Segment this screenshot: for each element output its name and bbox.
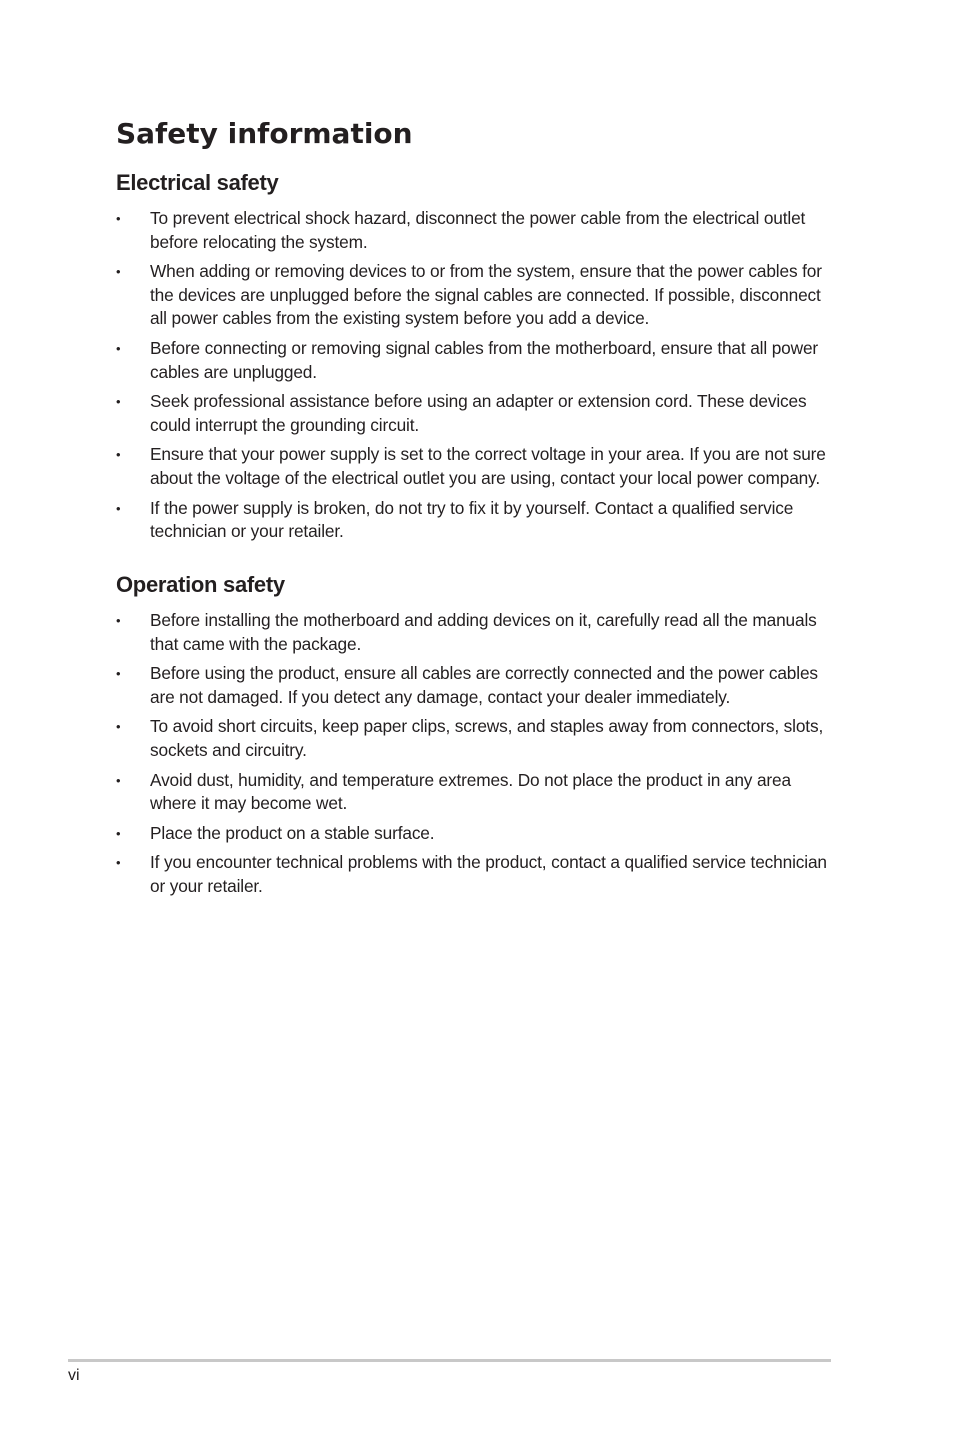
list-item bbox=[116, 337, 836, 384]
list-item bbox=[116, 715, 836, 762]
list-item bbox=[116, 609, 836, 656]
list-item-text: Place the product on a stable surface. bbox=[150, 822, 435, 843]
bullet-icon: • bbox=[116, 211, 121, 226]
bullet-icon: • bbox=[116, 613, 121, 628]
operation-safety-list bbox=[116, 609, 836, 899]
bullet-icon: • bbox=[116, 825, 121, 841]
list-item bbox=[116, 497, 836, 544]
page-number: vi bbox=[68, 1367, 80, 1384]
electrical-safety-list bbox=[116, 207, 836, 544]
bullet-icon: • bbox=[116, 772, 121, 788]
list-item-text: Before connecting or removing signal cables from the motherboard, ensure that all power cables are unplugged. bbox=[150, 337, 819, 382]
operation-safety-section bbox=[116, 570, 836, 905]
list-item bbox=[116, 822, 836, 846]
list-item-text: To avoid short circuits, keep paper clips, screws, and staples away from connectors, slots, sockets and circuitry. bbox=[150, 716, 824, 760]
bullet-icon: • bbox=[116, 855, 121, 871]
bullet-icon: • bbox=[116, 500, 121, 516]
electrical-safety-heading: Electrical safety bbox=[116, 170, 279, 195]
electrical-safety-section bbox=[116, 168, 836, 550]
list-item-text: Before using the product, ensure all cables are correctly connected and the power cables are not damaged. If you detect any damage, contact your dealer immediately. bbox=[150, 663, 818, 707]
list-item bbox=[116, 769, 836, 816]
list-item-text: If the power supply is broken, do not try to fix it by yourself. Contact a qualified service technician or your retailer. bbox=[150, 497, 794, 542]
page-title: Safety information bbox=[116, 117, 413, 150]
bullet-icon: • bbox=[116, 447, 121, 463]
list-item-text: If you encounter technical problems with the product, contact a qualified service technician or your retailer. bbox=[150, 852, 827, 896]
list-item-text: To prevent electrical shock hazard, disconnect the power cable from the electrical outlet before relocating the system. bbox=[150, 208, 806, 252]
list-item bbox=[116, 662, 836, 709]
bullet-icon: • bbox=[116, 666, 121, 682]
list-item-text: Before installing the motherboard and adding devices on it, carefully read all the manuals that came with the package. bbox=[150, 610, 817, 654]
bullet-icon: • bbox=[116, 394, 121, 410]
list-item bbox=[116, 851, 836, 898]
bullet-icon: • bbox=[116, 719, 121, 735]
footer-divider bbox=[68, 1359, 831, 1362]
list-item-text: Seek professional assistance before using an adapter or extension cord. These devices could interrupt the grounding circuit. bbox=[150, 391, 807, 435]
bullet-icon: • bbox=[116, 340, 121, 356]
list-item-text: When adding or removing devices to or from the system, ensure that the power cables for the devices are unplugged before the signal cables are connected. If possible, disconnect all power cables from the existing system before you add a device. bbox=[150, 261, 822, 329]
list-item bbox=[116, 390, 836, 437]
list-item-text: Ensure that your power supply is set to the correct voltage in your area. If you are not sure about the voltage of the electrical outlet you are using, contact your local power company. bbox=[150, 444, 826, 488]
list-item bbox=[116, 260, 836, 331]
list-item-text: Avoid dust, humidity, and temperature extremes. Do not place the product in any area where it may become wet. bbox=[150, 769, 791, 814]
operation-safety-heading: Operation safety bbox=[116, 572, 285, 597]
list-item bbox=[116, 443, 836, 490]
list-item bbox=[116, 207, 836, 254]
bullet-icon: • bbox=[116, 264, 121, 280]
